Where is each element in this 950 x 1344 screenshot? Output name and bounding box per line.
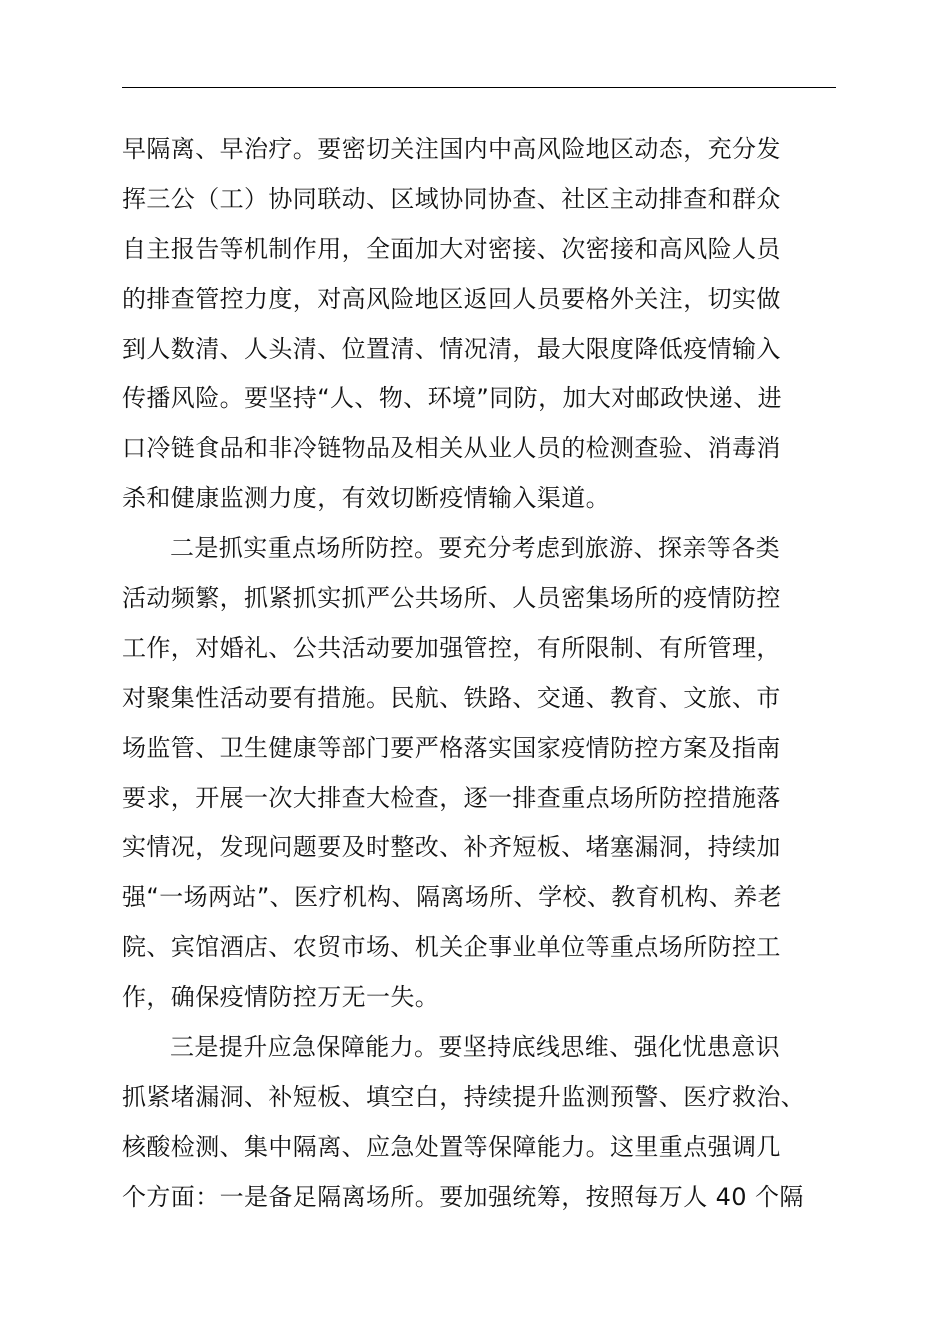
text-line: 个方面：一是备足隔离场所。要加强统筹，按照每万人 40 个隔	[122, 1182, 804, 1211]
text-line: 挥三公（工）协同联动、区域协同协查、社区主动排查和群众	[122, 184, 781, 213]
header-rule	[122, 87, 836, 88]
text-line: 要求，开展一次大排查大检查，逐一排查重点场所防控措施落	[122, 783, 781, 812]
text-line: 实情况，发现问题要及时整改、补齐短板、堵塞漏洞，持续加	[122, 833, 781, 862]
text-line: 传播风险。要坚持“人、物、环境”同防，加大对邮政快递、进	[122, 384, 783, 413]
text-line: 早隔离、早治疗。要密切关注国内中高风险地区动态，充分发	[122, 135, 781, 163]
text-line: 强“一场两站”、医疗机构、隔离场所、学校、教育机构、养老	[122, 883, 783, 912]
text-line: 核酸检测、集中隔离、应急处置等保障能力。这里重点强调几	[122, 1132, 781, 1161]
text-line: 工作，对婚礼、公共活动要加强管控，有所限制、有所管理，	[122, 633, 781, 662]
text-line: 场监管、卫生健康等部门要严格落实国家疫情防控方案及指南	[122, 733, 781, 762]
text-line: 作，确保疫情防控万无一失。	[122, 983, 440, 1012]
text-line: 自主报告等机制作用，全面加大对密接、次密接和高风险人员	[122, 234, 781, 263]
text-line: 抓紧堵漏洞、补短板、填空白，持续提升监测预警、医疗救治、	[122, 1082, 806, 1111]
text-line: 活动频繁，抓紧抓实抓严公共场所、人员密集场所的疫情防控	[122, 584, 781, 613]
text-line: 到人数清、人头清、位置清、情况清，最大限度降低疫情输入	[122, 334, 781, 363]
text-line: 杀和健康监测力度，有效切断疫情输入渠道。	[122, 484, 610, 513]
body-text	[122, 125, 842, 1223]
paragraph-first-line: 二是抓实重点场所防控。要充分考虑到旅游、探亲等各类	[170, 534, 780, 563]
text-line: 院、宾馆酒店、农贸市场、机关企事业单位等重点场所防控工	[122, 933, 781, 962]
text-line: 的排查管控力度，对高风险地区返回人员要格外关注，切实做	[122, 284, 781, 313]
text-line: 对聚集性活动要有措施。民航、铁路、交通、教育、文旅、市	[122, 683, 781, 712]
paragraph-first-line: 三是提升应急保障能力。要坚持底线思维、强化忧患意识	[170, 1033, 780, 1062]
text-line: 口冷链食品和非冷链物品及相关从业人员的检测查验、消毒消	[122, 434, 781, 463]
